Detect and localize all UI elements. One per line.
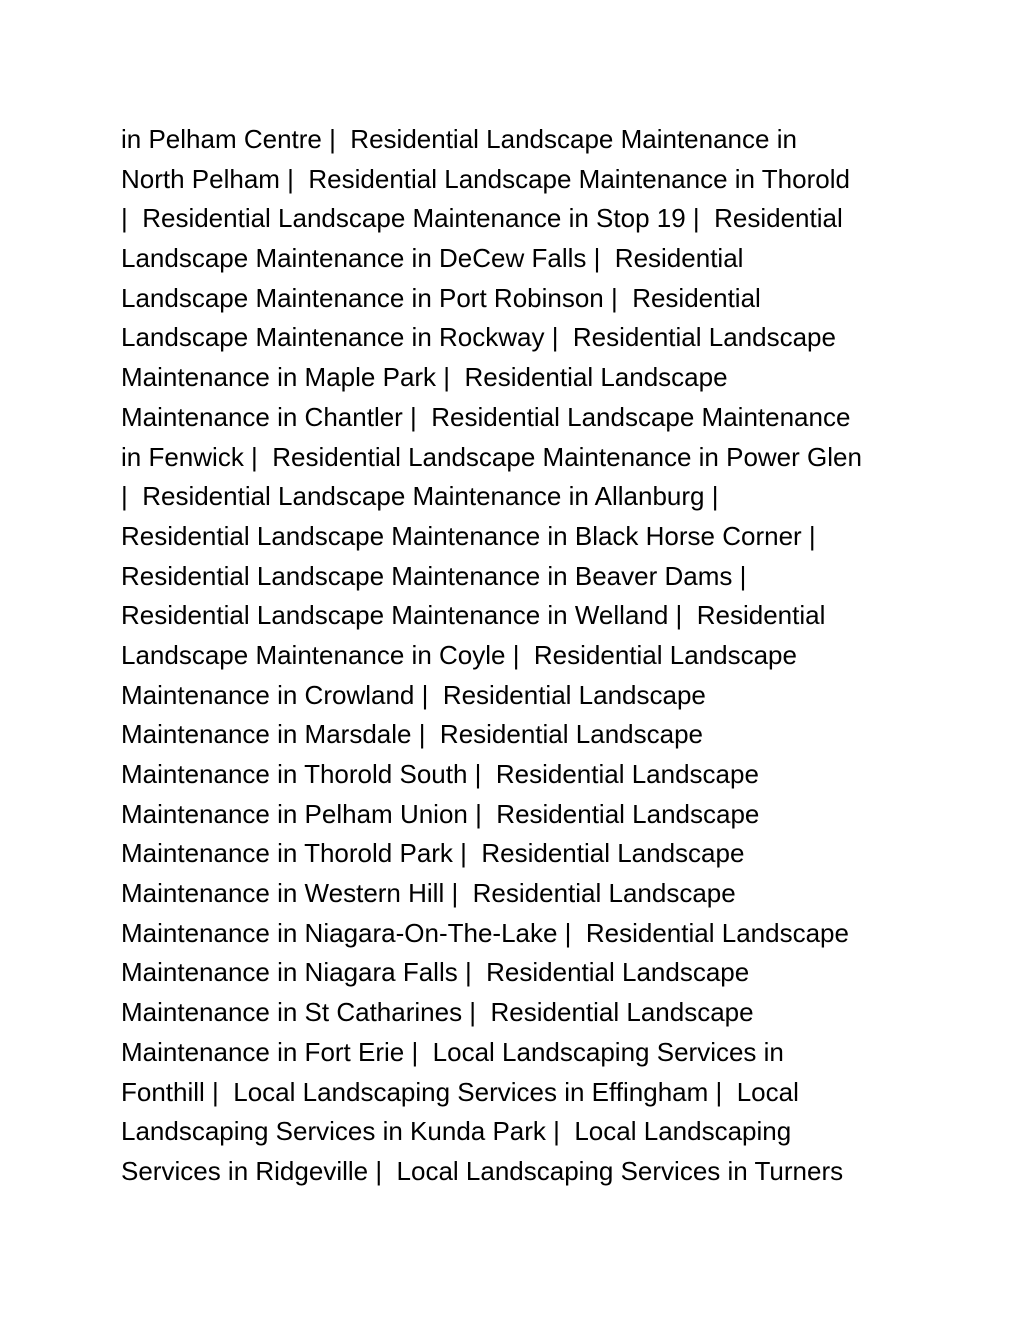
text-line: Maintenance in Western Hill | Residential Landscape bbox=[121, 878, 736, 909]
text-line: Maintenance in Thorold Park | Residential Landscape bbox=[121, 838, 745, 869]
text-line: Maintenance in St Catharines | Residential Landscape bbox=[121, 997, 754, 1028]
text-line: in Fenwick | Residential Landscape Maintenance in Power Glen bbox=[121, 441, 862, 472]
text-line: Residential Landscape Maintenance in Black Horse Corner | bbox=[121, 520, 816, 551]
text-line: Residential Landscape Maintenance in Welland | Residential bbox=[121, 600, 826, 631]
text-line: Landscape Maintenance in DeCew Falls | Residential bbox=[121, 243, 744, 274]
text-line: Maintenance in Marsdale | Residential Landscape bbox=[121, 719, 703, 750]
text-line: Maintenance in Thorold South | Residential Landscape bbox=[121, 759, 759, 789]
text-line: Landscape Maintenance in Coyle | Residential Landscape bbox=[121, 639, 797, 670]
text-line: Landscaping Services in Kunda Park | Local Landscaping bbox=[121, 1116, 792, 1147]
text-line: Landscape Maintenance in Port Robinson | Residential bbox=[121, 282, 761, 313]
text-line: Fonthill | Local Landscaping Services in Effingham | Local bbox=[121, 1076, 799, 1107]
text-line: Services in Ridgeville | Local Landscaping Services in Turners bbox=[121, 1155, 844, 1186]
text-line: Maintenance in Crowland | Residential Landscape bbox=[121, 679, 706, 710]
text-line: in Pelham Centre | Residential Landscape Maintenance in bbox=[121, 124, 797, 154]
text-line: Maintenance in Pelham Union | Residential Landscape bbox=[121, 798, 760, 829]
text-line: | Residential Landscape Maintenance in Allanburg | bbox=[121, 481, 719, 512]
text-line: | Residential Landscape Maintenance in Stop 19 | Residential bbox=[121, 203, 843, 234]
body-text bbox=[121, 120, 911, 1192]
text-line: Maintenance in Niagara Falls | Residential Landscape bbox=[121, 957, 750, 988]
text-line: Residential Landscape Maintenance in Beaver Dams | bbox=[121, 560, 747, 591]
text-line: Maintenance in Chantler | Residential Landscape Maintenance bbox=[121, 401, 851, 432]
text-line: Maintenance in Fort Erie | Local Landscaping Services in bbox=[121, 1036, 784, 1067]
text-line: Maintenance in Maple Park | Residential Landscape bbox=[121, 362, 728, 393]
text-line: North Pelham | Residential Landscape Maintenance in Thorold bbox=[121, 163, 850, 194]
text-line: Landscape Maintenance in Rockway | Residential Landscape bbox=[121, 322, 836, 353]
text-line: Maintenance in Niagara-On-The-Lake | Residential Landscape bbox=[121, 917, 849, 948]
